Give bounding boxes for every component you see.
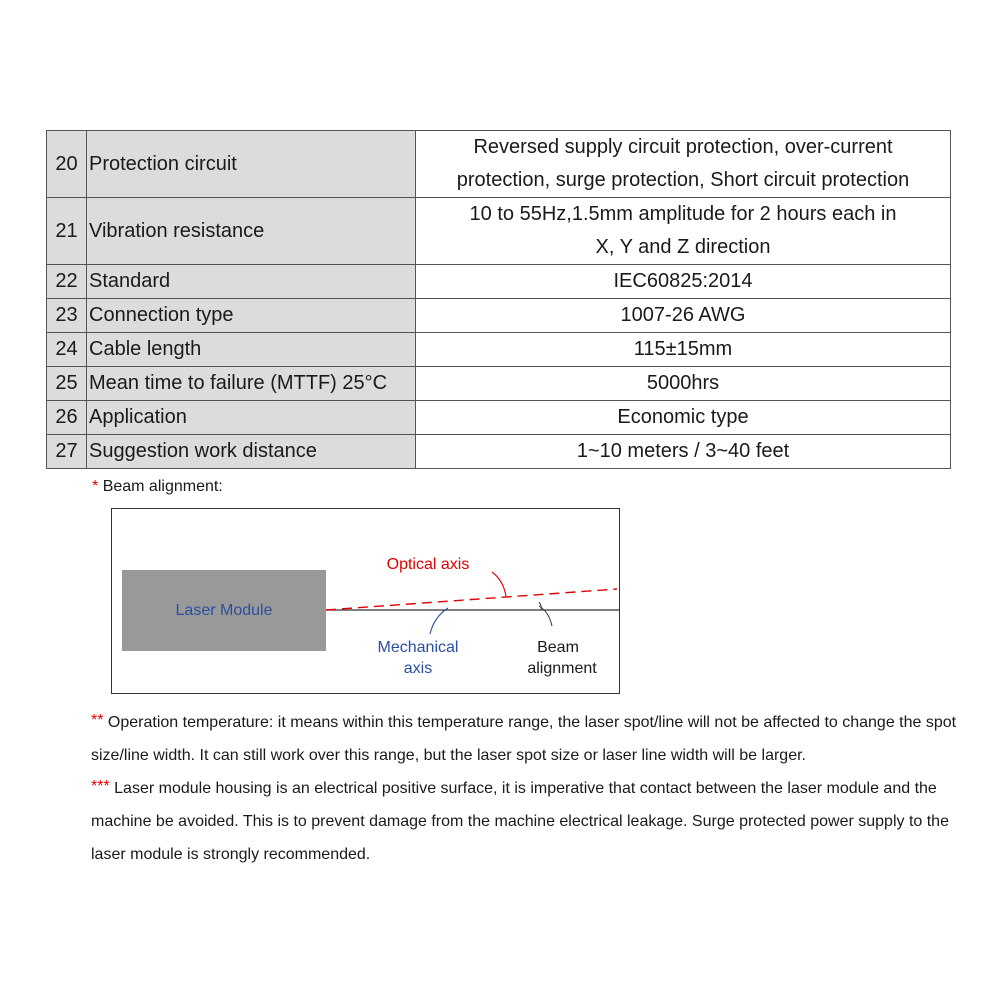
beam-alignment-title: Beam alignment: xyxy=(102,478,223,495)
value-line: Reversed supply circuit protection, over-current xyxy=(473,136,893,158)
optical-axis-label: Optical axis xyxy=(386,556,470,573)
parameter-name: Mean time to failure (MTTF) 25°C xyxy=(87,367,416,401)
optical-axis-pointer xyxy=(492,572,506,597)
row-number: 23 xyxy=(47,299,87,333)
parameter-value xyxy=(416,299,951,333)
table-row xyxy=(47,333,951,367)
housing-note xyxy=(91,770,961,871)
table-row xyxy=(47,198,951,265)
value-line: 115±15mm xyxy=(633,338,733,360)
table-row xyxy=(47,265,951,299)
mechanical-axis-label-line2: axis xyxy=(403,660,433,677)
parameter-value xyxy=(416,198,951,265)
row-number: 20 xyxy=(47,131,87,198)
mechanical-axis-label-line1: Mechanical xyxy=(377,639,459,656)
value-line: Economic type xyxy=(617,406,749,428)
parameter-value xyxy=(416,131,951,198)
laser-module-label: Laser Module xyxy=(175,602,273,619)
operation-temperature-note xyxy=(91,704,961,772)
operation-temperature-text: Operation temperature: it means within this temperature range, the laser spot/line will not be affected to change the spot size/line width. It can still work over this range, but the laser spot size or laser line width will be larger. xyxy=(91,714,957,764)
single-asterisk: * xyxy=(92,478,99,495)
value-line: 1007-26 AWG xyxy=(620,304,746,326)
table-row xyxy=(47,401,951,435)
mechanical-axis-pointer xyxy=(430,608,448,634)
value-line: 10 to 55Hz,1.5mm amplitude for 2 hours each in xyxy=(469,203,897,225)
triple-asterisk: *** xyxy=(91,778,110,795)
optical-axis-line xyxy=(326,589,617,610)
table-row xyxy=(47,131,951,198)
parameter-name: Standard xyxy=(87,265,416,299)
parameter-value xyxy=(416,265,951,299)
specification-table xyxy=(46,130,951,469)
value-line: protection, surge protection, Short circuit protection xyxy=(456,169,910,191)
double-asterisk: ** xyxy=(91,712,104,729)
row-number: 21 xyxy=(47,198,87,265)
beam-alignment-diagram xyxy=(111,508,620,694)
parameter-value xyxy=(416,401,951,435)
beam-alignment-label-line2: alignment xyxy=(527,660,597,677)
table-row xyxy=(47,435,951,469)
table-row xyxy=(47,367,951,401)
parameter-value xyxy=(416,435,951,469)
diagram-svg xyxy=(112,509,619,693)
value-line: 1~10 meters / 3~40 feet xyxy=(576,440,790,462)
parameter-name: Application xyxy=(87,401,416,435)
row-number: 25 xyxy=(47,367,87,401)
value-line: 5000hrs xyxy=(646,372,720,394)
beam-alignment-heading xyxy=(92,478,223,496)
table-row xyxy=(47,299,951,333)
row-number: 22 xyxy=(47,265,87,299)
row-number: 24 xyxy=(47,333,87,367)
row-number: 27 xyxy=(47,435,87,469)
housing-text: Laser module housing is an electrical positive surface, it is imperative that contact between the laser module and the machine be avoided. This is to prevent damage from the machine electrical leakage. Surge protected power supply to the laser module is strongly recommended. xyxy=(91,780,949,863)
parameter-name: Cable length xyxy=(87,333,416,367)
beam-alignment-label-line1: Beam xyxy=(537,639,579,656)
parameter-name: Vibration resistance xyxy=(87,198,416,265)
value-line: X, Y and Z direction xyxy=(595,236,771,258)
row-number: 26 xyxy=(47,401,87,435)
parameter-name: Connection type xyxy=(87,299,416,333)
value-line: IEC60825:2014 xyxy=(613,270,753,292)
parameter-name: Protection circuit xyxy=(87,131,416,198)
parameter-value xyxy=(416,333,951,367)
parameter-value xyxy=(416,367,951,401)
parameter-name: Suggestion work distance xyxy=(87,435,416,469)
